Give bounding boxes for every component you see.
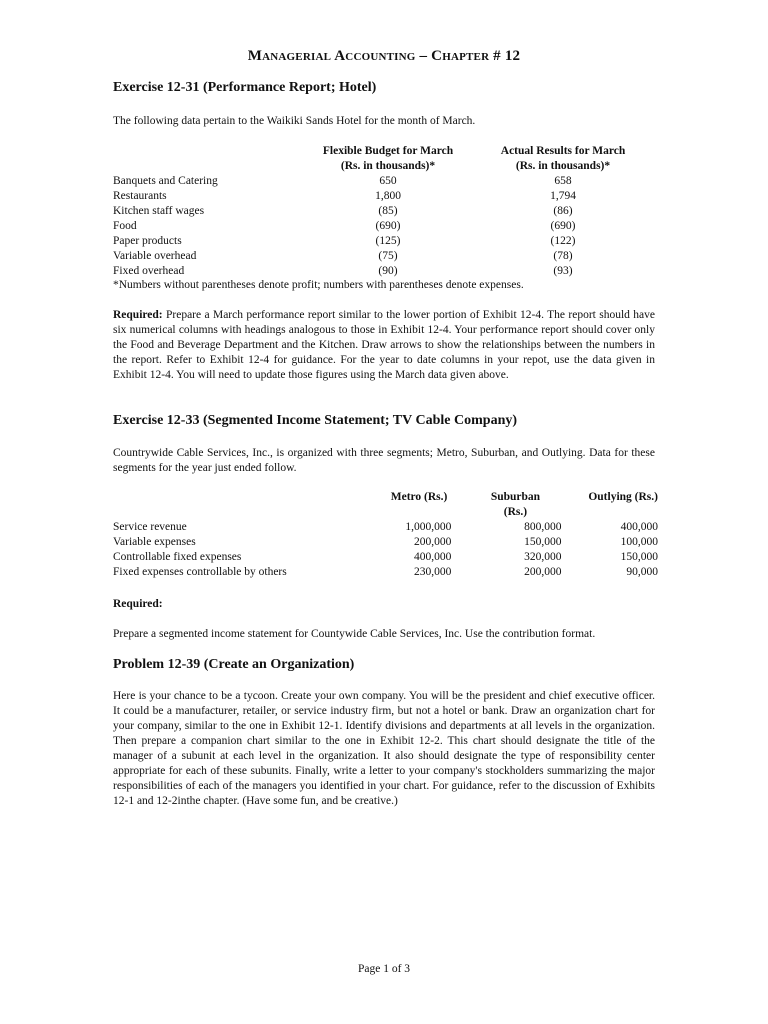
budget-value: (75): [378, 250, 398, 262]
budget-value: (90): [378, 265, 398, 277]
actual-value: (86): [553, 205, 573, 217]
row-label: Paper products: [113, 235, 182, 247]
row-label: Controllable fixed expenses: [113, 551, 242, 563]
row-label: Fixed overhead: [113, 265, 185, 277]
cable-segment-table: [113, 490, 658, 580]
required-label: Required:: [113, 309, 163, 321]
actual-value: (122): [550, 235, 576, 247]
outlying-value: 90,000: [626, 566, 658, 578]
metro-value: 230,000: [413, 566, 452, 578]
row-label: Kitchen staff wages: [113, 205, 205, 217]
row-label: Variable expenses: [113, 536, 196, 548]
outlying-value: 150,000: [620, 551, 658, 563]
budget-value: 650: [379, 175, 397, 187]
row-label: Variable overhead: [113, 250, 197, 262]
table-row: [113, 174, 653, 189]
header-line: (Rs.): [503, 506, 528, 518]
header-line: Suburban: [490, 491, 541, 503]
exercise-12-33-required-text: Prepare a segmented income statement for Countywide Cable Services, Inc. Use the contribution format.: [113, 628, 596, 640]
exercise-12-31-intro: The following data pertain to the Waikiki Sands Hotel for the month of March.: [113, 115, 476, 127]
table-row: [113, 189, 653, 204]
page-number-footer: Page 1 of 3: [357, 963, 411, 975]
row-label: Banquets and Catering: [113, 175, 218, 187]
table-row: [113, 520, 658, 535]
exercise-12-31-heading: Exercise 12-31 (Performance Report; Hotel): [113, 80, 377, 95]
actual-value: (93): [553, 265, 573, 277]
exercise-12-33-intro: Countrywide Cable Services, Inc., is organized with three segments; Metro, Suburban, and Outlying. Data for these segments for the year just ended follow.: [113, 447, 655, 474]
row-label: Service revenue: [113, 521, 187, 533]
table-header-row: [113, 144, 653, 174]
table-header-actual-results: [473, 144, 653, 174]
table-header-blank: [113, 144, 303, 174]
table-row: [113, 565, 658, 580]
exercise-12-33-heading: Exercise 12-33 (Segmented Income Statement; TV Cable Company): [113, 413, 518, 428]
metro-value: 400,000: [413, 551, 452, 563]
suburban-value: 150,000: [524, 536, 562, 548]
required-text: Prepare a March performance report similar to the lower portion of Exhibit 12-4. The report should have six numerical columns with headings analogous to those in Exhibit 12-4. Your performance report should cover only the Food and Beverage Department and the Kitchen. Draw arrows to show the relationships between the numbers in the report. Refer to Exhibit 12-4 for guidance. For the year to date columns in your repot, use the data given in Exhibit 12-4. You will need to update those figures using the March data given above.: [113, 309, 655, 381]
metro-value: 200,000: [413, 536, 452, 548]
table-header-flexible-budget: [303, 144, 473, 174]
budget-value: (85): [378, 205, 398, 217]
header-line: Flexible Budget for March: [322, 145, 454, 157]
table-row: [113, 219, 653, 234]
budget-value: 1,800: [375, 190, 401, 202]
problem-12-39-heading: Problem 12-39 (Create an Organization): [113, 657, 355, 672]
outlying-value: 100,000: [620, 536, 658, 548]
outlying-value: 400,000: [620, 521, 658, 533]
table-row: [113, 535, 658, 550]
table-row: [113, 204, 653, 219]
table-header-blank: [113, 490, 342, 520]
suburban-value: 800,000: [524, 521, 562, 533]
table-row: [113, 234, 653, 249]
table-header-outlying: Outlying (Rs.): [588, 491, 658, 503]
metro-value: 1,000,000: [405, 521, 452, 533]
required-label: Required:: [113, 598, 163, 610]
row-label: Fixed expenses controllable by others: [113, 566, 287, 578]
suburban-value: 320,000: [524, 551, 562, 563]
exercise-12-33-required-label: [113, 597, 655, 612]
table-row: [113, 249, 653, 264]
budget-value: (125): [375, 235, 401, 247]
table-row: [113, 550, 658, 565]
row-label: Restaurants: [113, 190, 167, 202]
exercise-12-31-footnote: *Numbers without parentheses denote profit; numbers with parentheses denote expenses.: [113, 279, 524, 291]
table-header-suburban: [451, 490, 561, 520]
actual-value: 1,794: [550, 190, 576, 202]
header-line: (Rs. in thousands)*: [340, 160, 436, 172]
row-label: Food: [113, 220, 137, 232]
hotel-data-table: [113, 144, 653, 279]
budget-value: (690): [375, 220, 401, 232]
actual-value: 658: [554, 175, 572, 187]
exercise-12-31-required: [113, 308, 655, 383]
table-header-metro: Metro (Rs.): [390, 491, 448, 503]
actual-value: (78): [553, 250, 573, 262]
table-row: [113, 264, 653, 279]
header-line: Actual Results for March: [500, 145, 626, 157]
suburban-value: 200,000: [524, 566, 562, 578]
problem-12-39-text: Here is your chance to be a tycoon. Create your own company. You will be the president and chief executive officer. It could be a manufacturer, retailer, or service industry firm, but not a hotel or bank. Draw an organization chart for your company, similar to the one in Exhibit 12-1. Identify divisions and departments at all levels in the organization. Then prepare a companion chart similar to the one in Exhibit 12-2. This chart should designate the title of the manager of a subunit at each level in the organization. It also should designate the type of responsibility center appropriate for each of these subunits. Finally, write a letter to your company's stockholders summarizing the major responsibilities of each of the managers you identified in your chart. For guidance, refer to the discussion of Exhibits 12-1 and 12-2inthe chapter. (Have some fun, and be creative.): [113, 690, 655, 807]
actual-value: (690): [550, 220, 576, 232]
header-line: (Rs. in thousands)*: [515, 160, 611, 172]
table-header-row: [113, 490, 658, 520]
document-title: Managerial Accounting – Chapter # 12: [247, 48, 521, 64]
